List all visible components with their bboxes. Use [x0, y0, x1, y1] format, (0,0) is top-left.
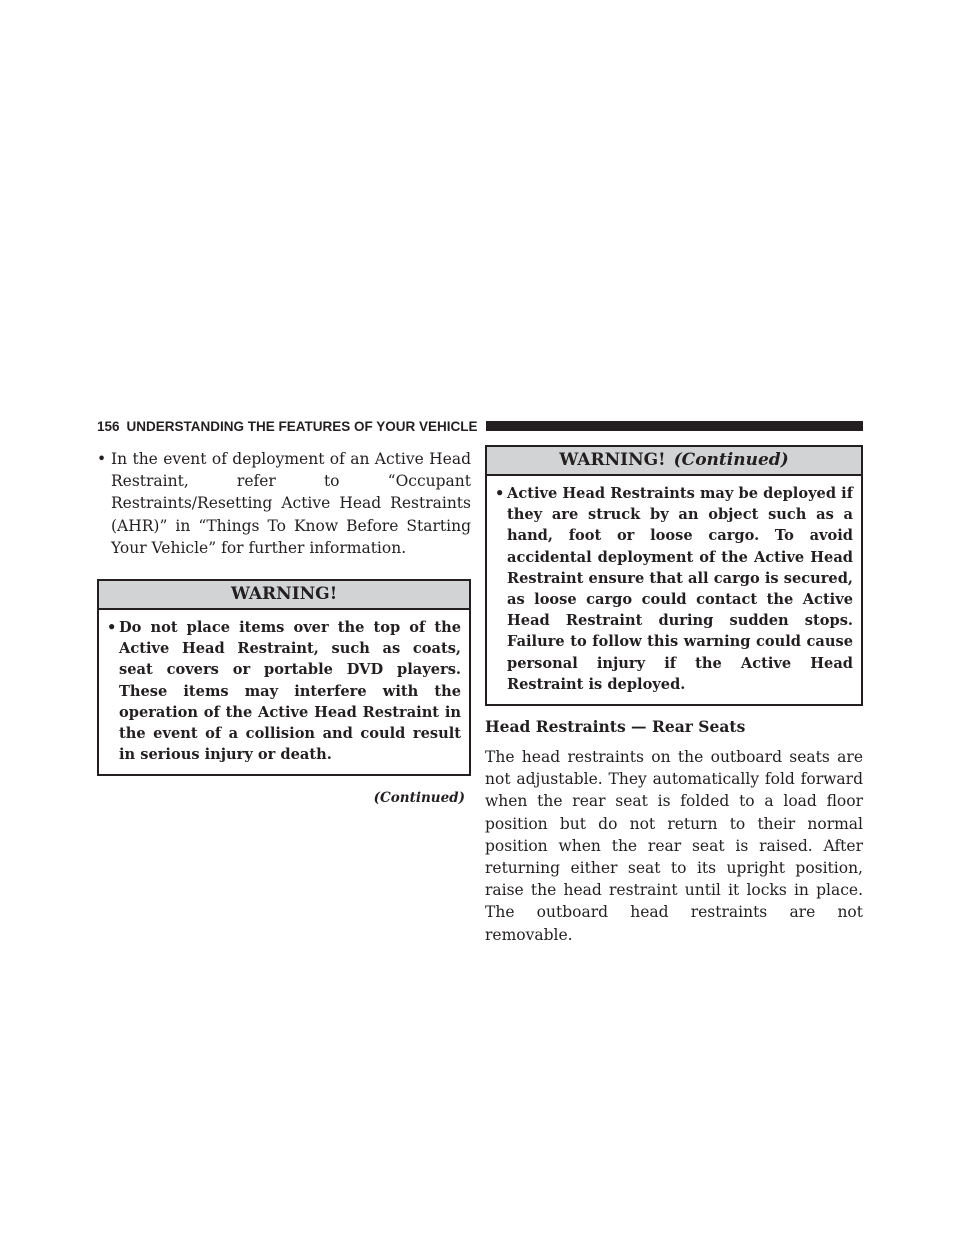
- header-rule: [486, 421, 863, 431]
- bullet-text: In the event of deployment of an Active Head Restraint, refer to “Occupant Restraints/Resetting Active Head Restraints (AHR)” in “Things To Know Before Starting Your Vehicle” for further information.: [111, 450, 471, 557]
- left-column: [97, 448, 471, 806]
- body-paragraph: The head restraints on the outboard seats are not adjustable. They automatically fold forward when the rear seat is folded to a load floor position but do not return to their normal position when the rear seat is raised. After returning either seat to its upright position, raise the head restraint until it locks in place. The outboard head restraints are not removable.: [485, 748, 863, 944]
- bullet-glyph: •: [495, 485, 505, 502]
- warning-title: WARNING!: [559, 450, 666, 470]
- warning-body: [487, 476, 861, 704]
- warning-box: [97, 579, 471, 776]
- right-column: [485, 445, 863, 946]
- subheading: Head Restraints — Rear Seats: [485, 717, 746, 737]
- warning-header: [487, 447, 861, 476]
- bullet-glyph: •: [107, 619, 117, 637]
- warning-text: Active Head Restraints may be deployed if they are struck by an object such as a hand, foot or loose cargo. To avoid accidental deployment of the Active Head Restraint ensure that all cargo is secured, as loose cargo could contact the Active Head Restraint during sudden stops. Failure to follow this warning could cause personal injury if the Active Head Restraint is deployed.: [507, 485, 853, 693]
- list-item: [97, 448, 471, 559]
- bullet-glyph: •: [97, 450, 107, 468]
- warning-body: [99, 610, 469, 774]
- warning-box-continued: [485, 445, 863, 706]
- continued-label: (Continued): [373, 790, 465, 807]
- warning-list-item: [495, 483, 853, 695]
- section-title: UNDERSTANDING THE FEATURES OF YOUR VEHICLE: [126, 418, 478, 434]
- warning-header: [99, 581, 469, 610]
- warning-title: WARNING!: [230, 584, 338, 605]
- page-number: 156: [97, 418, 120, 434]
- page-header: [97, 418, 863, 434]
- warning-title-suffix: (Continued): [673, 450, 789, 470]
- warning-text: Do not place items over the top of the Active Head Restraint, such as coats, seat covers or portable DVD players. These items may interfere with the operation of the Active Head Restraint in the event of a collision and could result in serious injury or death.: [119, 619, 461, 764]
- warning-list-item: [107, 617, 461, 765]
